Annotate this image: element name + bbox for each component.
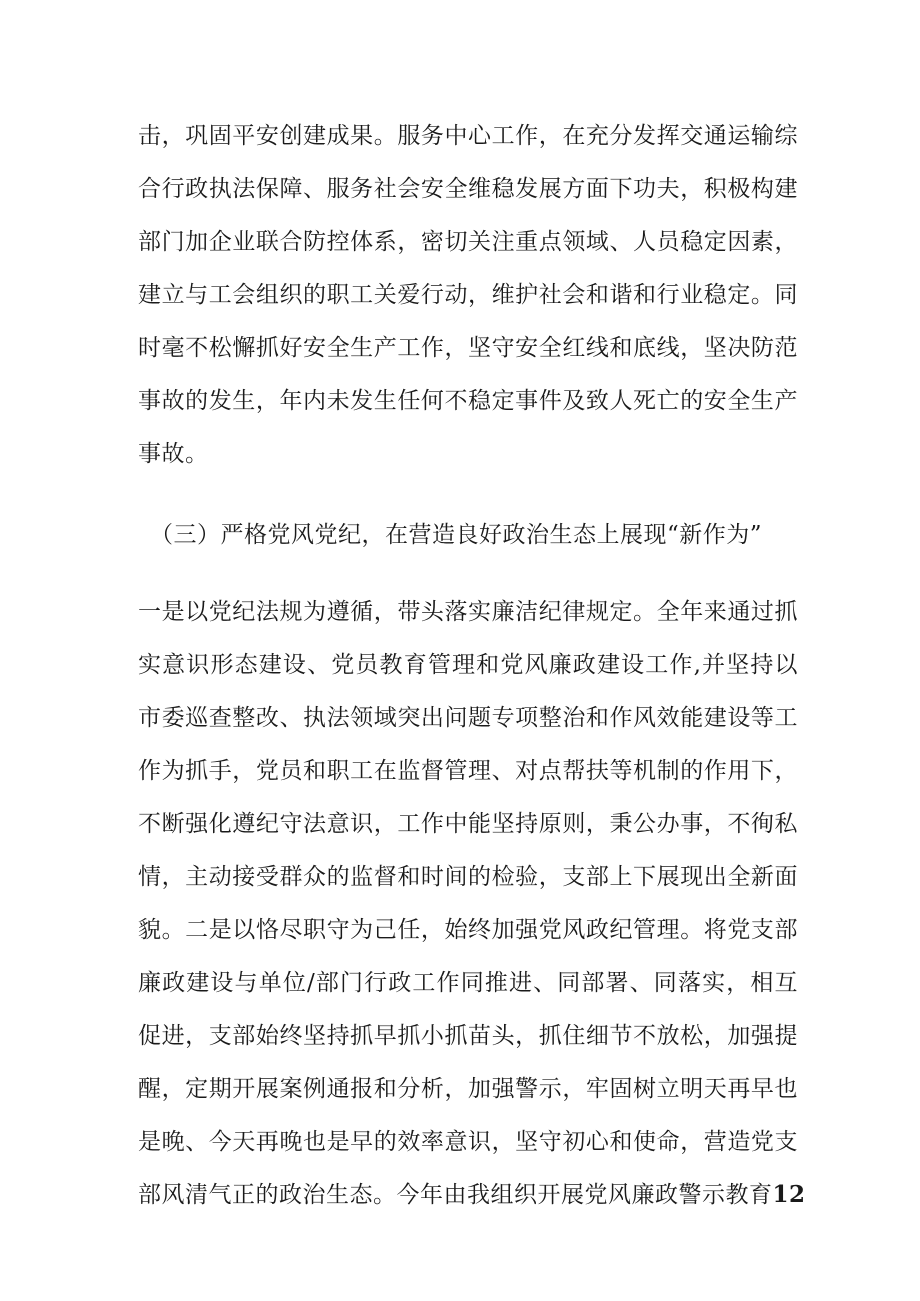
paragraph1-line-2: 合行政执法保障、服务社会安全维稳发展方面下功夫，积极构建 <box>138 176 798 202</box>
trailing-number: 12 <box>772 1181 806 1208</box>
paragraph1-line-1: 击，巩固平安创建成果。服务中心工作，在充分发挥交通运输综 <box>138 123 798 149</box>
section-heading: （三）严格党风党纪，在营造良好政治生态上展现“新作为” <box>150 522 763 548</box>
paragraph2-line-6: 情，主动接受群众的监督和时间的检验，支部上下展现出全新面 <box>138 864 798 890</box>
paragraph2-line-9: 促进，支部始终坚持抓早抓小抓苗头，抓住细节不放松，加强提 <box>138 1023 798 1049</box>
paragraph2-line-4: 作为抓手，党员和职工在监督管理、对点帮扶等机制的作用下， <box>138 758 798 784</box>
paragraph1-line-7: 事故。 <box>138 441 209 467</box>
paragraph2-line-1: 一是以党纪法规为遵循，带头落实廉洁纪律规定。全年来通过抓 <box>138 599 798 625</box>
paragraph2-line-11: 是晚、今天再晚也是早的效率意识，坚守初心和使命，营造党支 <box>138 1129 798 1155</box>
paragraph1-line-5: 时毫不松懈抓好安全生产工作，坚守安全红线和底线，坚决防范 <box>138 335 798 361</box>
paragraph2-line-2: 实意识形态建设、党员教育管理和党风廉政建设工作,并坚持以 <box>138 652 798 678</box>
paragraph2-line-12-text: 部风清气正的政治生态。今年由我组织开展党风廉政警示教育 <box>138 1182 773 1208</box>
paragraph2-line-10: 醒，定期开展案例通报和分析，加强警示，牢固树立明天再早也 <box>138 1076 798 1102</box>
paragraph2-line-7: 貌。二是以恪尽职守为己任，始终加强党风政纪管理。将党支部 <box>138 917 798 943</box>
paragraph1-line-6: 事故的发生，年内未发生任何不稳定事件及致人死亡的安全生产 <box>138 388 798 414</box>
paragraph2-line-5: 不断强化遵纪守法意识，工作中能坚持原则，秉公办事，不徇私 <box>138 811 798 837</box>
paragraph1-line-4: 建立与工会组织的职工关爱行动，维护社会和谐和行业稳定。同 <box>138 282 798 308</box>
paragraph2-line-8: 廉政建设与单位/部门行政工作同推进、同部署、同落实，相互 <box>138 970 798 996</box>
paragraph2-line-12 <box>138 1180 806 1210</box>
paragraph1-line-3: 部门加企业联合防控体系，密切关注重点领域、人员稳定因素， <box>138 229 798 255</box>
paragraph2-line-3: 市委巡查整改、执法领域突出问题专项整治和作风效能建设等工 <box>138 705 798 731</box>
